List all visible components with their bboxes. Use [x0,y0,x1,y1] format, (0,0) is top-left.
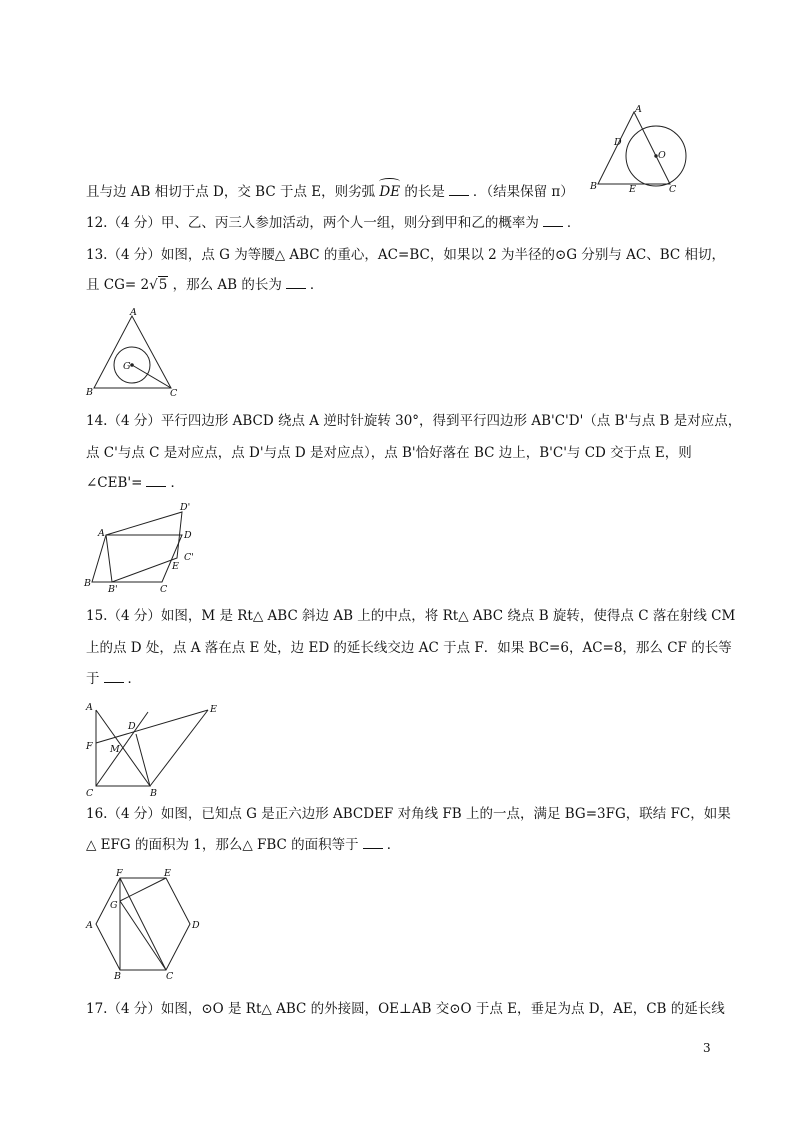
q16-label-B: B [114,971,121,982]
q12-tail: ． [566,215,581,231]
q16-label-E: E [164,868,171,879]
q16-segment-gc [120,901,166,970]
q15-label-A: A [86,702,93,713]
q14-parallelogram-ab2c2d2 [106,512,182,582]
q15-segment-be [150,710,208,786]
q16-line2 [86,836,400,854]
q14-label-D2: D' [180,502,191,513]
q13-triangle [94,316,171,388]
q14-label-B2: B' [108,584,118,595]
q13-line2-pre: 且 CG= [86,277,137,293]
q11-answer-blank [449,183,469,196]
q15-line1: 15.（4 分）如图，M 是 Rt△ ABC 斜边 AB 上的中点，将 Rt△ ABC 绕点 B 旋转，使得点 C 落在射线 CM [86,608,736,624]
q11-after-arc: 的长是 [404,184,445,200]
q15-answer-blank [104,670,124,683]
q14-line2: 点 C'与点 C 是对应点，点 D'与点 D 是对应点），点 B'恰好落在 BC 边上，B'C'与 CD 交于点 E，则 [86,445,692,461]
q13-label-B: B [86,387,93,398]
q15-label-M: M [110,744,120,755]
q16-segment-ge [120,878,166,901]
q12-text: 12.（4 分）甲、乙、丙三人参加活动，两个人一组，则分到甲和乙的概率为 [86,215,539,231]
q11-figure [590,104,700,195]
q16-line1: 16.（4 分）如图，已知点 G 是正六边形 ABCDEF 对角线 FB 上的一点，满足 BG=3FG，联结 FC，如果 [86,806,731,822]
q13-label-A: A [130,307,137,318]
q14-tail: ． [170,475,184,491]
q11-line [86,183,574,201]
q11-label-C: C [669,184,677,195]
q14-label-D: D [184,530,192,541]
q15-figure [84,700,224,800]
q13-point-g [131,364,134,367]
q13-tail: ． [309,277,324,293]
q13-line1: 13.（4 分）如图，点 G 为等腰△ ABC 的重心，AC=BC，如果以 2 为半径的⊙G 分别与 AC、BC 相切， [86,247,726,263]
q14-line1: 14.（4 分）平行四边形 ABCD 绕点 A 逆时针旋转 30°，得到平行四边形 AB'C'D'（点 B'与点 B 是对应点， [86,413,742,429]
q13-sqrt-coef: 2 [140,277,150,293]
q13-label-C: C [170,388,178,399]
q11-text: 且与边 AB 相切于点 D，交 BC 于点 E，则劣弧 [86,184,376,200]
q15-label-E: E [210,704,217,715]
q12-line [86,214,580,232]
q11-label-E: E [629,184,636,195]
q16-label-F: F [116,868,123,879]
q14-line3-pre: ∠CEB'= [86,475,143,491]
q16-tail: ． [386,837,401,853]
q15-segment-bd [136,734,150,786]
q14-label-C: C [160,584,168,595]
q16-figure [84,868,210,980]
q13-answer-blank [286,276,306,289]
page-number: 3 [703,1041,711,1055]
q14-answer-blank [146,474,166,487]
q12-answer-blank [543,214,563,227]
q13-line2-post: ，那么 AB 的长为 [172,277,282,293]
q16-label-D: D [192,920,200,931]
q17-line1: 17.（4 分）如图，⊙O 是 Rt△ ABC 的外接圆，OE⊥AB 交⊙O 于点 E，垂足为点 D，AE，CB 的延长线 [86,1001,725,1017]
q13-sqrt-radicand: 5 [158,277,168,293]
q14-label-B: B [84,578,91,589]
q16-line2-pre: △ EFG 的面积为 1，那么△ FBC 的面积等于 [86,837,359,853]
q15-line2: 上的点 D 处，点 A 落在点 E 处，边 ED 的延长线交边 AC 于点 F．如果 BC=6，AC=8，那么 CF 的长等 [86,640,732,656]
q15-line3 [86,670,141,688]
q16-label-G: G [110,900,118,911]
q13-figure [86,308,186,400]
q11-label-A: A [635,104,642,115]
q14-line3 [86,474,184,492]
q15-tail: ． [127,671,141,687]
q11-center-dot [655,155,657,157]
q14-label-E: E [172,561,179,572]
q14-figure [82,500,212,600]
q15-label-F: F [86,741,93,752]
q11-tail: ．（结果保留 π） [472,184,574,200]
q14-parallelogram-abcd [92,535,182,582]
q11-label-B: B [590,181,597,192]
q14-label-C2: C' [184,552,194,563]
q14-label-A: A [98,528,105,539]
q16-label-C: C [166,971,174,982]
q16-answer-blank [363,836,383,849]
q11-triangle [598,112,670,184]
q13-sqrt-expr: 2√5 [140,277,168,293]
q15-line3-pre: 于 [86,671,100,687]
q13-line2 [86,276,323,294]
q15-label-B: B [150,788,157,799]
q11-arc-de: DE [379,184,401,200]
q16-label-A: A [86,920,93,931]
q15-label-C: C [86,788,94,799]
q15-segment-fe [96,710,208,743]
q11-label-O: O [658,150,666,161]
q13-label-G: G [123,361,131,372]
q15-label-D: D [128,721,136,732]
q16-segment-fc [120,878,166,970]
q11-label-D: D [614,137,622,148]
